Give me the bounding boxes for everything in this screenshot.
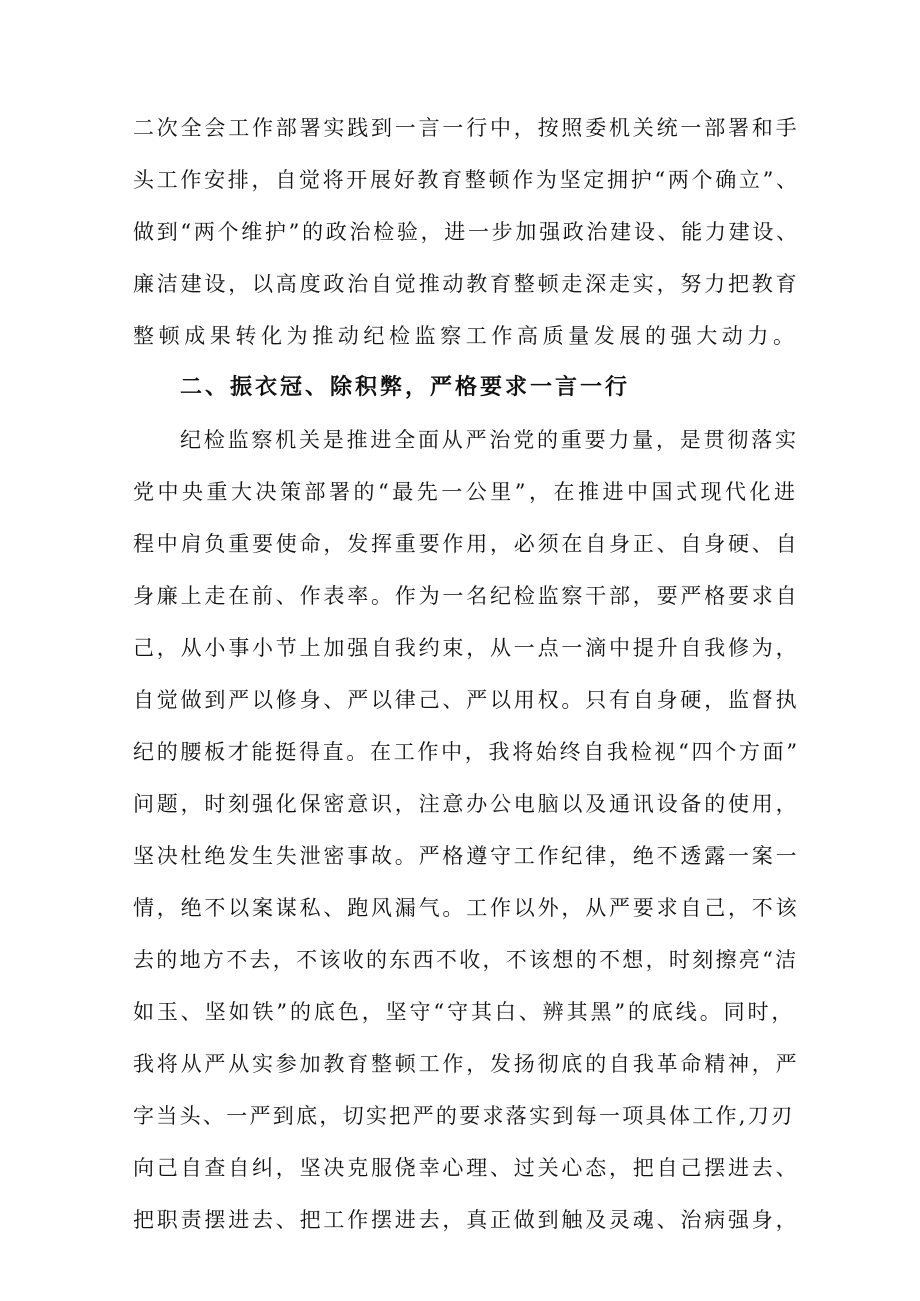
paragraph-2-line	[0, 990, 920, 1034]
paragraph-2-line	[0, 782, 920, 826]
paragraph-1-line-text: 整顿成果转化为推动纪检监察工作高质量发展的强大动力。	[133, 324, 799, 348]
paragraph-1-line	[0, 106, 920, 150]
paragraph-1-line	[0, 262, 920, 306]
paragraph-2-line-text: 字当头、一严到底，切实把严的要求落实到每一项具体工作,刀刃	[133, 1104, 795, 1128]
section-heading-text: 二、振衣冠、除积弊，严格要求一言一行	[180, 375, 631, 400]
paragraph-2-line	[0, 1042, 920, 1086]
section-heading	[0, 366, 920, 410]
paragraph-2-line-text: 党中央重大决策部署的“最先一公里”，在推进中国式现代化进	[133, 480, 799, 504]
paragraph-2-line	[0, 418, 920, 462]
paragraph-1-line-text: 廉洁建设，以高度政治自觉推动教育整顿走深走实，努力把教育	[133, 272, 800, 296]
paragraph-2-line	[0, 1146, 920, 1190]
paragraph-2-line-text: 情，绝不以案谋私、跑风漏气。工作以外，从严要求自己，不该	[133, 896, 800, 920]
paragraph-2-line	[0, 574, 920, 618]
paragraph-2-line-text: 去的地方不去，不该收的东西不收，不该想的不想，时刻擦亮“洁	[133, 948, 799, 972]
paragraph-2-line-text: 程中肩负重要使命，发挥重要作用，必须在自身正、自身硬、自	[133, 532, 800, 556]
paragraph-2-line-text: 问题，时刻强化保密意识，注意办公电脑以及通讯设备的使用，	[133, 792, 800, 816]
paragraph-2-line-text: 向己自查自纠，坚决克服侥幸心理、过关心态，把自己摆进去、	[133, 1156, 800, 1180]
paragraph-2-line-text: 纪的腰板才能挺得直。在工作中，我将始终自我检视“四个方面”	[133, 740, 800, 764]
paragraph-2-line	[0, 938, 920, 982]
paragraph-2-line-text: 我将从严从实参加教育整顿工作，发扬彻底的自我革命精神，严	[133, 1052, 800, 1076]
paragraph-2-line	[0, 834, 920, 878]
paragraph-2-line	[0, 730, 920, 774]
paragraph-2-line-text: 如玉、坚如铁”的底色，坚守“守其白、辨其黑”的底线。同时，	[133, 1000, 796, 1024]
paragraph-2-line	[0, 470, 920, 514]
paragraph-1-line-text: 头工作安排，自觉将开展好教育整顿作为坚定拥护“两个确立”、	[133, 168, 800, 192]
paragraph-1-line	[0, 158, 920, 202]
paragraph-2-line	[0, 1094, 920, 1138]
paragraph-1-line-text: 做到“两个维护”的政治检验，进一步加强政治建设、能力建设、	[133, 220, 800, 244]
paragraph-2-line	[0, 1198, 920, 1242]
paragraph-2-line-text: 身廉上走在前、作表率。作为一名纪检监察干部，要严格要求自	[133, 584, 800, 608]
paragraph-1-line-text: 二次全会工作部署实践到一言一行中，按照委机关统一部署和手	[133, 116, 800, 140]
paragraph-1-line	[0, 210, 920, 254]
paragraph-2-line	[0, 886, 920, 930]
paragraph-2-line-text: 纪检监察机关是推进全面从严治党的重要力量，是贯彻落实	[180, 428, 799, 452]
paragraph-2-line-text: 坚决杜绝发生失泄密事故。严格遵守工作纪律，绝不透露一案一	[133, 844, 800, 868]
paragraph-2-line-text: 己，从小事小节上加强自我约束，从一点一滴中提升自我修为，	[133, 636, 800, 660]
paragraph-2-line	[0, 626, 920, 670]
paragraph-2-line-text: 自觉做到严以修身、严以律己、严以用权。只有自身硬，监督执	[133, 688, 800, 712]
paragraph-2-line	[0, 678, 920, 722]
paragraph-2-line	[0, 522, 920, 566]
paragraph-2-line-text: 把职责摆进去、把工作摆进去，真正做到触及灵魂、治病强身，	[133, 1208, 800, 1232]
paragraph-1-line	[0, 314, 920, 358]
